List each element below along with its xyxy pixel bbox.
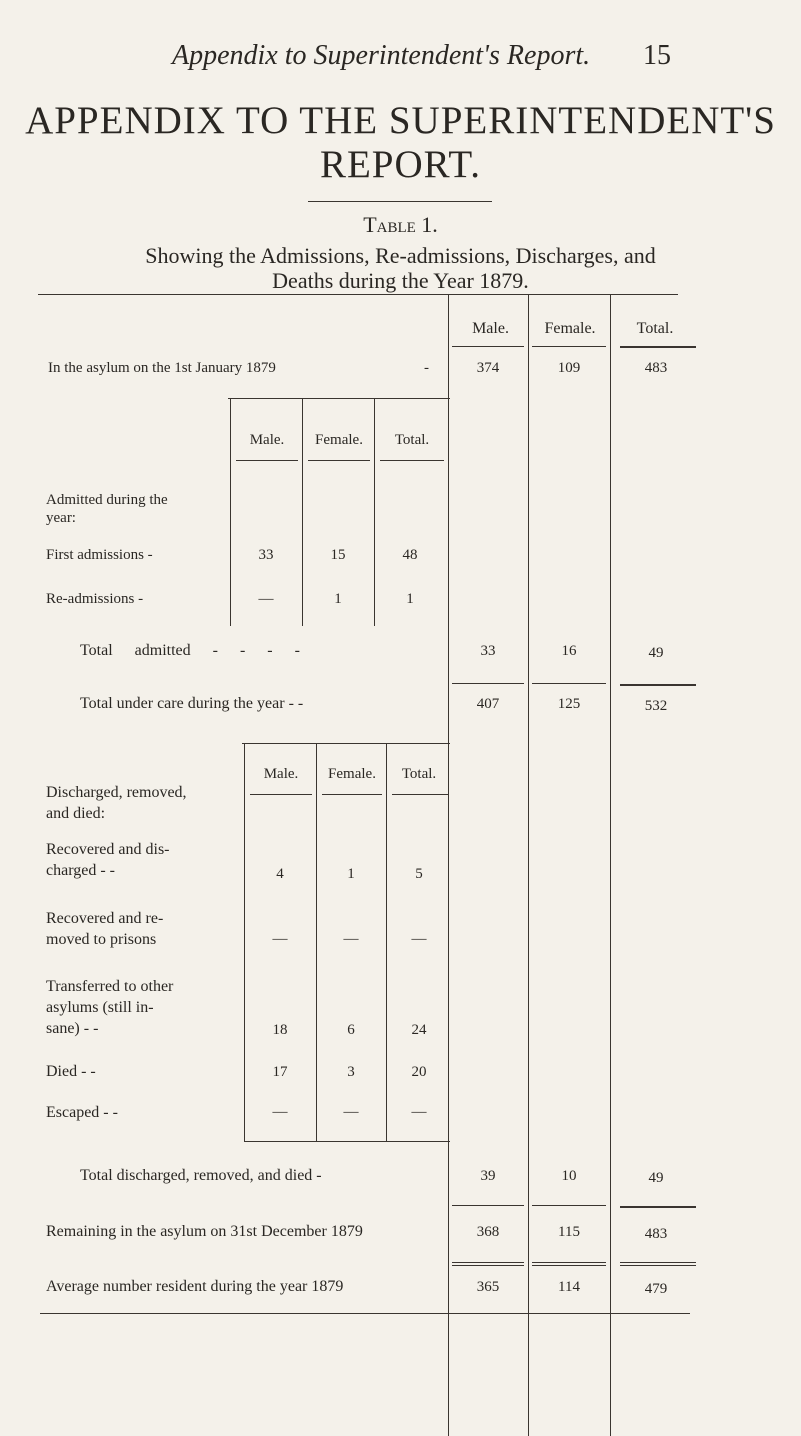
header-rule-male <box>452 346 524 347</box>
admissions-subtable-sep-1 <box>230 398 231 626</box>
escaped-male: — <box>272 1104 288 1120</box>
col-separator-2 <box>528 294 529 1436</box>
total-discharged-male: 39 <box>480 1168 496 1184</box>
admissions-header-male: Male. <box>249 432 285 448</box>
transferred-label-line3: sane) - - <box>46 1020 99 1037</box>
admissions-header-total: Total. <box>394 432 430 448</box>
row-in-asylum-female: 109 <box>557 360 581 376</box>
total-admitted-total: 49 <box>648 645 664 661</box>
readmissions-total: 1 <box>406 591 414 607</box>
prisons-male: — <box>272 931 288 947</box>
died-male: 17 <box>272 1064 288 1080</box>
discharged-heading-line2: and died: <box>46 805 106 822</box>
escaped-total: — <box>411 1104 427 1120</box>
readmissions-label: Re-admissions - <box>46 591 144 607</box>
col-separator-1 <box>448 294 449 1436</box>
row-in-asylum-male: 374 <box>476 360 500 376</box>
remaining-rule-total-2 <box>620 1265 696 1266</box>
header-rule-total <box>620 346 696 348</box>
total-discharged-label: Total discharged, removed, and died - <box>80 1167 322 1184</box>
average-male: 365 <box>476 1279 500 1295</box>
col-separator-3 <box>610 294 611 1436</box>
remaining-rule-female-1 <box>532 1262 606 1263</box>
table-description-line2: Deaths during the Year 1879. <box>272 268 529 293</box>
total-admitted-male: 33 <box>480 643 496 659</box>
average-label: Average number resident during the year 1879 <box>46 1278 344 1295</box>
remaining-male: 368 <box>476 1224 500 1240</box>
discharges-subtable-sep-1 <box>244 743 245 1141</box>
admitted-heading: Admitted during the <box>46 492 168 508</box>
recovered-label: Recovered and dis- <box>46 841 170 858</box>
discharged-heading: Discharged, removed, <box>46 784 187 801</box>
remaining-rule-female-2 <box>532 1265 606 1266</box>
prisons-label-line2: moved to prisons <box>46 931 157 948</box>
row-in-asylum-label: In the asylum on the 1st January 1879 <box>48 360 276 376</box>
title-rule <box>308 201 492 202</box>
col-header-male: Male. <box>472 320 509 337</box>
discharges-subtable-sep-3 <box>386 743 387 1141</box>
remaining-rule-total-1 <box>620 1262 696 1263</box>
table-bottom-rule <box>40 1313 690 1314</box>
remaining-label: Remaining in the asylum on 31st December 1879 <box>46 1223 363 1240</box>
prisons-label: Recovered and re- <box>46 910 164 927</box>
total-under-care-female: 125 <box>557 696 581 712</box>
readmissions-male: — <box>258 591 274 607</box>
discharges-subtable-sep-2 <box>316 743 317 1141</box>
table-description: Showing the Admissions, Re-admissions, Discharges, and <box>145 243 656 268</box>
row-in-asylum-total: 483 <box>644 360 668 376</box>
transferred-male: 18 <box>272 1022 288 1038</box>
admissions-header-rule-total <box>380 460 444 461</box>
table-caption: Table 1. <box>363 212 438 237</box>
running-header-title: Appendix to Superintendent's Report. <box>172 40 591 71</box>
transferred-total: 24 <box>411 1022 427 1038</box>
prisons-total: — <box>411 931 427 947</box>
recovered-female: 1 <box>347 866 355 882</box>
total-under-care-label: Total under care during the year - - <box>80 695 304 712</box>
admissions-header-rule-male <box>236 460 298 461</box>
total-admitted-female: 16 <box>561 643 577 659</box>
discharges-header-rule-male <box>250 794 312 795</box>
discharges-header-rule-total <box>392 794 448 795</box>
remaining-rule-male-2 <box>452 1265 524 1266</box>
total-discharged-rule-male <box>452 1205 524 1206</box>
remaining-total: 483 <box>644 1226 668 1242</box>
total-admitted-label: Total admitted - - - - <box>80 642 300 659</box>
admissions-header-female: Female. <box>315 432 363 448</box>
col-header-female: Female. <box>544 320 596 337</box>
total-under-care-total: 532 <box>644 698 668 714</box>
transferred-female: 6 <box>347 1022 355 1038</box>
escaped-label: Escaped - - <box>46 1104 118 1121</box>
discharges-subtable-bottom-rule <box>244 1141 450 1142</box>
died-female: 3 <box>347 1064 355 1080</box>
remaining-rule-male-1 <box>452 1262 524 1263</box>
died-label: Died - - <box>46 1063 96 1080</box>
discharges-header-female: Female. <box>328 766 376 782</box>
total-admitted-rule-male <box>452 683 524 684</box>
recovered-male: 4 <box>276 866 284 882</box>
col-header-total: Total. <box>636 320 674 337</box>
total-discharged-total: 49 <box>648 1170 664 1186</box>
readmissions-female: 1 <box>334 591 342 607</box>
recovered-total: 5 <box>415 866 423 882</box>
admissions-header-rule-female <box>308 460 370 461</box>
first-admissions-label: First admissions - <box>46 547 153 563</box>
average-female: 114 <box>558 1279 580 1295</box>
total-discharged-female: 10 <box>561 1168 577 1184</box>
transferred-label-line2: asylums (still in- <box>46 999 154 1016</box>
total-discharged-rule-female <box>532 1205 606 1206</box>
row-in-asylum-dash: - <box>424 360 429 376</box>
table-top-rule <box>38 294 678 295</box>
remaining-female: 115 <box>558 1224 580 1240</box>
first-admissions-female: 15 <box>330 547 346 563</box>
escaped-female: — <box>343 1104 359 1120</box>
average-total: 479 <box>644 1281 668 1297</box>
total-discharged-rule-total <box>620 1206 696 1208</box>
discharges-subtable-top-rule <box>242 743 450 744</box>
first-admissions-male: 33 <box>258 547 274 563</box>
total-under-care-male: 407 <box>476 696 500 712</box>
first-admissions-total: 48 <box>402 547 418 563</box>
header-rule-female <box>532 346 606 347</box>
discharges-header-total: Total. <box>401 766 437 782</box>
recovered-label-line2: charged - - <box>46 862 115 879</box>
discharges-header-male: Male. <box>263 766 299 782</box>
page-number: 15 <box>643 40 671 71</box>
total-admitted-rule-female <box>532 683 606 684</box>
admitted-heading-line2: year: <box>46 510 76 526</box>
page-title-line2: REPORT. <box>319 143 482 186</box>
prisons-female: — <box>343 931 359 947</box>
total-admitted-rule-total <box>620 684 696 686</box>
discharges-header-rule-female <box>322 794 382 795</box>
page-title: APPENDIX TO THE SUPERINTENDENT'S <box>25 99 776 142</box>
died-total: 20 <box>411 1064 427 1080</box>
transferred-label: Transferred to other <box>46 978 174 995</box>
admissions-subtable-top-rule <box>228 398 450 399</box>
